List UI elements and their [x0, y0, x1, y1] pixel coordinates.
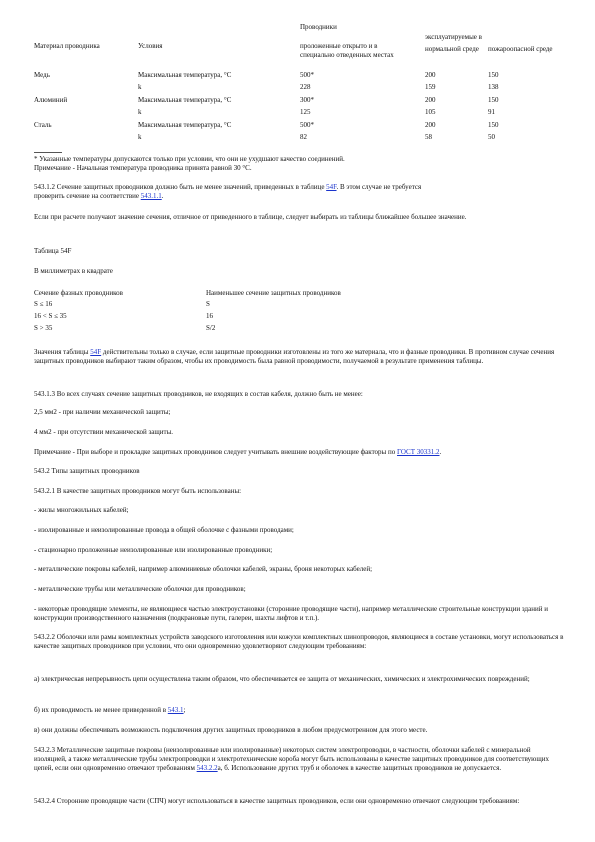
table2-cell-phase: S > 35 — [34, 324, 53, 332]
paragraph-item-a: а) электрическая непрерывность цепи осуществлена таким образом, что обеспечивается ее защита от механических, химических и электрохимических повреждений; — [34, 675, 530, 683]
table1-group-header: Проводники — [300, 23, 337, 31]
text: ; — [183, 706, 186, 714]
table2-cell-phase: 16 < S ≤ 35 — [34, 312, 67, 320]
text: 543.1.2 Сечение защитных проводников должно быть не менее значений, приведенных в таблице — [34, 183, 327, 191]
table1-note: Примечание - Начальная температура проводника принята равной 30 °С. — [34, 164, 252, 172]
text: проверить сечение на соответствие — [34, 192, 141, 200]
cell-condition: k — [138, 108, 142, 116]
table2-title: Таблица 54F — [34, 247, 72, 255]
cell-material: Сталь — [34, 121, 52, 129]
heading-543-2: 543.2 Типы защитных проводников — [34, 467, 140, 475]
text: . — [161, 192, 164, 200]
list-item: - металлические трубы или металлические оболочки для проводников; — [34, 585, 246, 593]
cell-fire: 50 — [488, 133, 495, 141]
table1-col-open: проложенные открыто и в специально отведенных местах — [300, 42, 394, 59]
cell-fire: 138 — [488, 83, 499, 91]
table2-cell-phase: S ≤ 16 — [34, 300, 53, 308]
cell-open: 125 — [300, 108, 311, 116]
cell-normal: 200 — [425, 71, 436, 79]
cell-open: 300* — [300, 96, 314, 104]
link-543-1[interactable]: 543.1 — [167, 706, 184, 714]
list-item: - некоторые проводящие элементы, не являющиеся частью электроустановки (сторонние проводящие части), например металлические строительные конструкции зданий и конструкции производственного назначения (подкрановые пути, галереи, шахты лифтов и т.п.). — [34, 605, 548, 622]
text: . — [439, 448, 442, 456]
cell-open: 500* — [300, 121, 314, 129]
paragraph-543-2-2: 543.2.2 Оболочки или рамы комплектных устройств заводского изготовления или кожухи комплектных шинопроводов, являющиеся в составе установки, могут использоваться в качестве защитных проводников при условии, что они одновременно удовлетворяют следующим требованиям: — [34, 633, 564, 650]
cell-condition: k — [138, 83, 142, 91]
cell-condition: Максимальная температура, °С — [138, 96, 232, 104]
paragraph-543-2-3 — [34, 746, 564, 773]
paragraph-table-values — [34, 348, 564, 366]
paragraph-item-b — [34, 706, 186, 715]
cell-open: 82 — [300, 133, 307, 141]
paragraph-543-1-2 — [34, 183, 564, 201]
text: Примечание - При выборе и прокладке защитных проводников следует учитывать внешние воздействующие факторы по — [34, 448, 398, 456]
text: 543.2.3 Металлические защитные покровы (неизолированные или изолированные) некоторых систем электропроводки, в частности, оболочки кабелей с минеральной изоляцией, а также металлические трубы электропроводки и электротехнические короба могут быть использованы в качестве защитных проводников для соответствующих цепей, если они одновременно отвечают требованиям — [34, 746, 549, 772]
cell-condition: Максимальная температура, °С — [138, 121, 232, 129]
paragraph-4mm: 4 мм2 - при отсутствии механической защиты. — [34, 428, 174, 436]
text: а, б. Использование других труб и оболочек в качестве защитных проводников не допускается. — [217, 764, 502, 772]
paragraph-2-5mm: 2,5 мм2 - при наличии механической защиты; — [34, 408, 171, 416]
cell-fire: 150 — [488, 96, 499, 104]
list-item: - металлические покровы кабелей, например алюминиевые оболочки кабелей, экраны, броня некоторых кабелей; — [34, 565, 373, 573]
table2-cell-pe: S — [206, 300, 210, 308]
text: Значения таблицы — [34, 348, 91, 356]
list-item: - жилы многожильных кабелей; — [34, 506, 129, 514]
list-item: - стационарно проложенные неизолированные или изолированные проводники; — [34, 546, 273, 554]
paragraph-543-1-3: 543.1.3 Во всех случаях сечение защитных проводников, не входящих в состав кабеля, должно быть не менее: — [34, 390, 363, 398]
paragraph-item-v: в) они должны обеспечивать возможность подключения других защитных проводников в любом предусмотренном для этого месте. — [34, 726, 428, 734]
table2-col-phase: Сечение фазных проводников — [34, 289, 123, 297]
paragraph-543-2-1: 543.2.1 В качестве защитных проводников могут быть использованы: — [34, 487, 242, 495]
cell-normal: 58 — [425, 133, 432, 141]
cell-material: Медь — [34, 71, 50, 79]
table1-footnote: * Указанные температуры допускаются только при условии, что они не ухудшают качество соединений. — [34, 155, 345, 163]
text: б) их проводимость не менее приведенной в — [34, 706, 168, 714]
link-table-54f[interactable]: 54F — [326, 183, 337, 191]
table1-col-normal: нормальной среде — [425, 45, 479, 53]
link-543-1-1[interactable]: 543.1.1 — [140, 192, 162, 200]
cell-normal: 200 — [425, 96, 436, 104]
cell-open: 228 — [300, 83, 311, 91]
footnote-divider — [34, 152, 62, 153]
table2-units: В миллиметрах в квадрате — [34, 267, 113, 275]
cell-normal: 105 — [425, 108, 436, 116]
link-543-2-2[interactable]: 543.2.2 — [196, 764, 218, 772]
paragraph-543-2-4: 543.2.4 Сторонние проводящие части (СПЧ) могут использоваться в качестве защитных проводников, если они одновременно отвечают следующим требованиям: — [34, 797, 520, 805]
table1-col-conditions: Условия — [138, 42, 163, 50]
cell-normal: 159 — [425, 83, 436, 91]
table2-cell-pe: 16 — [206, 312, 213, 320]
cell-fire: 91 — [488, 108, 495, 116]
cell-normal: 200 — [425, 121, 436, 129]
table1-col-operated: эксплуатируемые в — [425, 33, 482, 41]
paragraph-note2 — [34, 448, 441, 457]
text: действительны только в случае, если защитные проводники изготовлены из того же материала, что и фазные проводники. В противном случае сечения защитных проводников выбирают таким образом, чтобы их проводимость была равной проводимости, получаемой в результате применения таблицы. — [34, 348, 555, 365]
table1-col-fire: пожароопасной среде — [488, 45, 553, 53]
cell-condition: Максимальная температура, °С — [138, 71, 232, 79]
table2-col-pe: Наименьшее сечение защитных проводников — [206, 289, 341, 297]
cell-material: Алюминий — [34, 96, 68, 104]
list-item: - изолированные и неизолированные провода в общей оболочке с фазными проводами; — [34, 526, 294, 534]
paragraph-calc: Если при расчете получают значение сечения, отличное от приведенного в таблице, следует выбирать из таблицы ближайшее большее значение. — [34, 213, 467, 221]
table1-col-material: Материал проводника — [34, 42, 100, 50]
link-gost-30331-2[interactable]: ГОСТ 30331.2 — [397, 448, 440, 456]
link-table-54f[interactable]: 54F — [90, 348, 102, 356]
cell-condition: k — [138, 133, 142, 141]
text: . В этом случае не требуется — [336, 183, 422, 191]
cell-open: 500* — [300, 71, 314, 79]
cell-fire: 150 — [488, 71, 499, 79]
cell-fire: 150 — [488, 121, 499, 129]
table2-cell-pe: S/2 — [206, 324, 216, 332]
